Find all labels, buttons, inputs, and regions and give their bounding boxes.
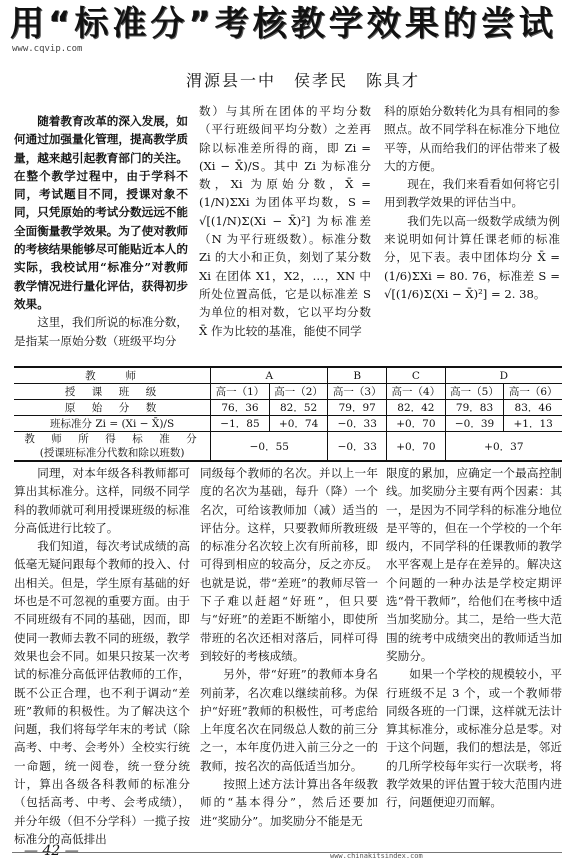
teacher-cell: B [328,367,387,384]
class-cell: 高一（4） [387,384,446,400]
raw-score-cell: 76．36 [211,400,270,416]
column-6 [386,464,562,838]
table-row [14,400,562,416]
paragraph: 我们先以高一级数学成绩为例来说明如何计算任课老师的标准分，见下表。表中团体均分 X̄ = (1/6)ΣXi = 80. 76，标准差 S = √[(1/6)Σ(Xi − X̄)²] = 2. 38。 [384,213,560,301]
table-row [14,384,562,400]
raw-score-header: 原 始 分 数 [14,400,211,416]
paragraph: 按照上述方法计算出各年级教师的“基本得分”，然后还要加进“奖励分”。加奖励分不能是无 [200,777,378,828]
z-score-cell: +0．70 [387,416,446,432]
column-4 [14,464,190,846]
column-1 [14,112,188,362]
paragraph: 同级每个教师的名次。并以上一年度的名次为基础，每升（降）一个名次，可给该教师加（减）适当的评估分。这样，只要教师所教班级的标准分名次较上次有所前移，即可得到相应的较高分，反之亦反。也就是说，带“差班”的教师尽管一下子难以赶超“好班”，但只要与“好班”的差距不断缩小，即使所带班的名次还相对落后，同样可得到较好的考核成绩。 [200,466,378,663]
table-row [14,432,562,462]
paragraph: 同理，对本年级各科教师都可算出其标准分。这样，同级不同学科的教师就可利用授课班级的标准分高低进行比较了。 [14,466,190,535]
paragraph: 另外，带“好班”的教师本身名列前茅，名次难以继续前移。为保护“好班”教师的积极性，可考虑给上年度名次在同级总人数的前三分之一，本年度仍进入前三分之一的教师，按名次的高低适当加分。 [200,667,378,773]
class-cell: 高一（1） [211,384,270,400]
raw-score-cell: 82．42 [387,400,446,416]
class-cell: 高一（6） [504,384,562,400]
teacher-header: 教 师 [14,367,211,384]
article-title: 用“标准分”考核教学效果的尝试 [10,4,557,44]
z-score-cell: −1．85 [211,416,270,432]
article-authors: 渭源县一中 侯孝民 陈具才 [186,71,421,90]
teacher-z-header [14,432,211,462]
teacher-z-sublabel: (授课班标准分代数和除以班数) [39,447,185,459]
footer-url: www.chinakitsindex.com [330,852,423,860]
page-number: — 42 — [24,843,79,859]
teacher-z-cell: −0．33 [328,432,387,462]
z-score-header: 班标准分 Zi = (Xi − X̄)/S [14,416,211,432]
footer-divider [12,852,562,853]
score-table [14,366,562,462]
z-score-cell: +1．13 [504,416,562,432]
table-row [14,367,562,384]
column-3 [384,102,560,364]
raw-score-cell: 83．46 [504,400,562,416]
table-row [14,416,562,432]
raw-score-cell: 79．83 [445,400,504,416]
paragraph: 这里，我们所说的标准分数，是指某一原始分数（班级平均分 [14,315,188,348]
column-2 [199,102,371,364]
class-cell: 高一（3） [328,384,387,400]
paragraph: 现在，我们来看看如何将它引用到教学效果的评估当中。 [384,177,560,210]
teacher-cell: C [387,367,446,384]
teacher-cell: D [445,367,562,384]
column-5 [200,464,378,838]
class-cell: 高一（5） [445,384,504,400]
raw-score-cell: 79．97 [328,400,387,416]
class-header: 授 课 班 级 [14,384,211,400]
z-score-cell: +0．74 [269,416,328,432]
z-score-cell: −0．39 [445,416,504,432]
teacher-z-label: 教 师 所 得 标 准 分 [24,433,200,445]
raw-score-cell: 82．52 [269,400,328,416]
watermark: www.cqvip.com [12,44,83,54]
paragraph: 限度的累加，应确定一个最高控制线。加奖励分主要有两个因素：其一，是因为不同学科的标准分地位是平等的，但在一个学校的一个年级内，不同学科的任课教师的教学水平客观上是存在差异的。解决这个问题的一种办法是学校定期评选“骨干教师”，给他们在考核中适当加奖励分。其二，是给一些大范围的统考中成绩突出的教师适当加奖励分。 [386,466,562,663]
paragraph: 数）与其所在团体的平均分数（平行班级间平均分数）之差再除以标准差所得的商，即 Zi = (Xi − X̄)/S。其中 Zi 为标准分数，Xi 为原始分数，X̄ = (1/N)ΣXi 为团体平均数，S = √[(1/N)Σ(Xi − X̄)²] 为标准差（N 为平行班级数）。标准分数 Zi 的大小和正负，刻划了某分数 Xi 在团体 X1，X2，…，XN 中所处位置高低，它是以标准差 S 为单位的相对数，它以平均分数 X̄ 作为比较的基准，能使不同学 [199,104,371,338]
z-score-cell: −0．33 [328,416,387,432]
teacher-z-cell: −0．55 [211,432,328,462]
paragraph: 我们知道，每次考试成绩的高低毫无疑问跟每个教师的投入、付出相关。但是，学生原有基础的好坏也是不可忽视的重要方面。由于不同班级有不同的基础，因而，即使同一教师去教不同的班级，教学效果也会不同。如果只按某一次考试的标准分高低评估教师的工作，既不公正合理，也不利于调动“差班”教师的积极性。为了解决这个问题，我们将每学年末的考试（除高考、中考、会考外）全校实行统一命题，统一阅卷，统一登分统计，算出各级各科教师的标准分（包括高考、中考、会考成绩），并分年级（但不分学科）一揽子按标准分的高低排出 [14,539,190,846]
paragraph: 如果一个学校的规模较小，平行班级不足 3 个，或一个教师带同级各班的一门课，这样就无法计算其标准分，或标准分总是零。对于这个问题，我们的想法是，邻近的几所学校每年实行一次联考，将教学效果的评估置于较大范围内进行，问题便迎刃而解。 [386,667,562,810]
paragraph: 科的原始分数转化为具有相同的参照点。故不同学科在标准分下地位平等，从而给我们的评估带来了极大的方便。 [384,104,560,173]
teacher-z-cell: +0．37 [445,432,562,462]
class-cell: 高一（2） [269,384,328,400]
teacher-cell: A [211,367,328,384]
teacher-z-cell: +0．70 [387,432,446,462]
paragraph: 随着教育改革的深入发展，如何通过加强量化管理，提高教学质量，越来越引起教育部门的关注。在整个教学过程中，由于学科不同，考试题目不同，授课对象不同，只凭原始的考试分数远远不能全面衡量教学效果。为了使对教师的考核结果能够尽可能贴近本人的实际，我校试用“标准分”对教师教学情况进行量化评估，获得初步效果。 [14,114,188,311]
